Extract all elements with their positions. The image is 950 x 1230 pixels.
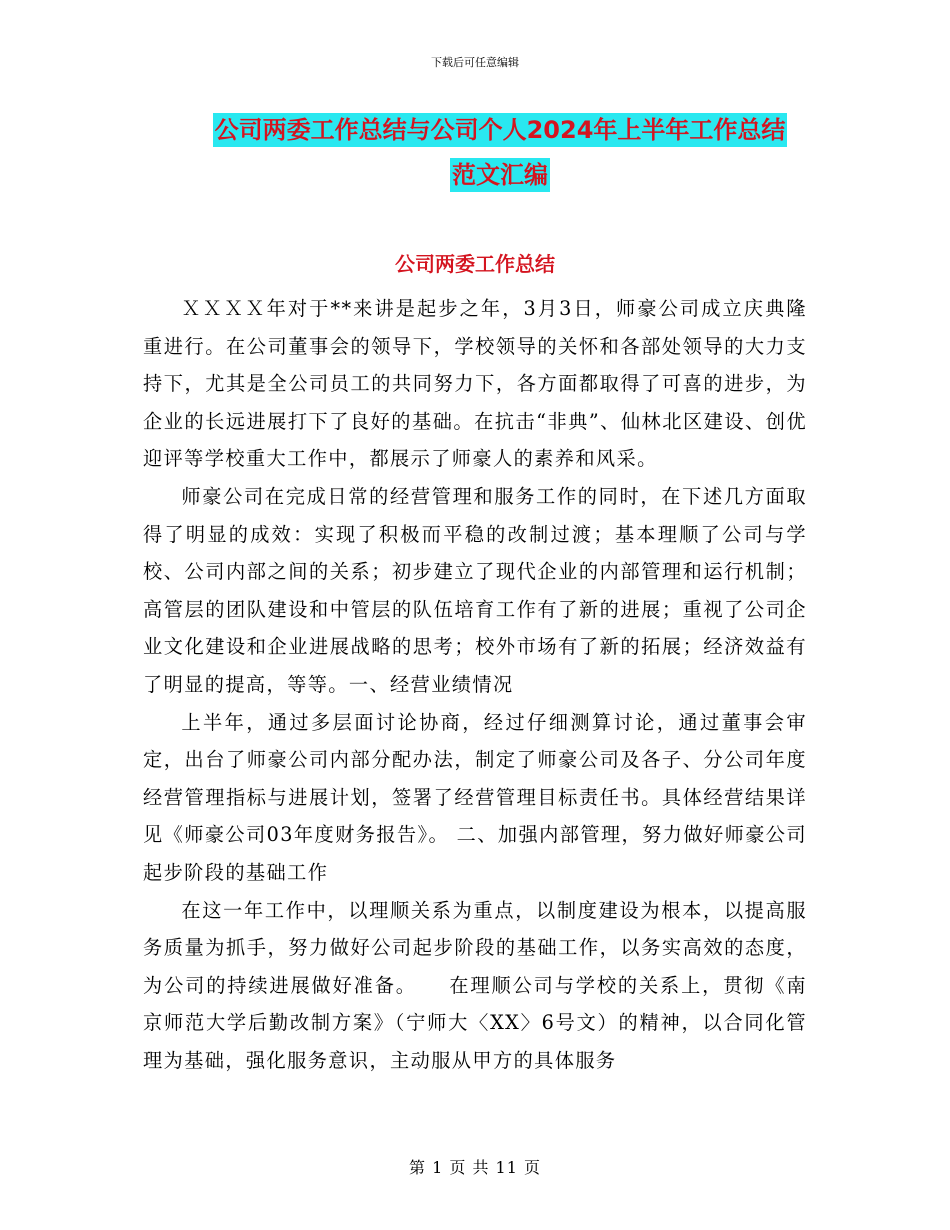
section-title: 公司两委工作总结 xyxy=(395,252,555,276)
document-title-line-2: 范文汇编 xyxy=(450,158,550,192)
page-header-note: 下载后可任意编辑 xyxy=(431,56,519,69)
document-title-line-1: 公司两委工作总结与公司个人2024年上半年工作总结 xyxy=(213,113,788,147)
page-number-footer: 第 1 页 共 11 页 xyxy=(409,1158,541,1177)
body-paragraph: 在这一年工作中，以理顺关系为重点，以制度建设为根本，以提高服务质量为抓手，努力做好公司起步阶段的基础工作，以务实高效的态度，为公司的持续进展做好准备。 在理顺公司与学校的关系上，贯彻《南京师范大学后勤改制方案》（宁师大〈XX〉6号文）的精神，以合同化管理为基础，强化服务意识，主动服从甲方的具体服务 xyxy=(143,898,807,1072)
document-body xyxy=(143,290,807,1079)
body-paragraph: 师豪公司在完成日常的经营管理和服务工作的同时，在下述几方面取得了明显的成效：实现了积极而平稳的改制过渡；基本理顺了公司与学校、公司内部之间的关系；初步建立了现代企业的内部管理和运行机制；高管层的团队建设和中管层的队伍培育工作有了新的进展；重视了公司企业文化建设和企业进展战略的思考；校外市场有了新的拓展；经济效益有了明显的提高，等等。一、经营业绩情况 xyxy=(143,484,807,696)
body-paragraph: ＸＸＸＸ年对于**来讲是起步之年，3月3日，师豪公司成立庆典隆重进行。在公司董事会的领导下，学校领导的关怀和各部处领导的大力支持下，尤其是全公司员工的共同努力下，各方面都取得了可喜的进步，为企业的长远进展打下了良好的基础。在抗击“非典”、仙林北区建设、创优迎评等学校重大工作中，都展示了师豪人的素养和风采。 xyxy=(143,297,807,471)
document-title xyxy=(140,108,860,198)
body-paragraph: 上半年，通过多层面讨论协商，经过仔细测算讨论，通过董事会审定，出台了师豪公司内部分配办法，制定了师豪公司及各子、分公司年度经营管理指标与进展计划，签署了经营管理目标责任书。具体经营结果详见《师豪公司03年度财务报告》。 二、加强内部管理，努力做好师豪公司起步阶段的基础工作 xyxy=(143,710,807,884)
